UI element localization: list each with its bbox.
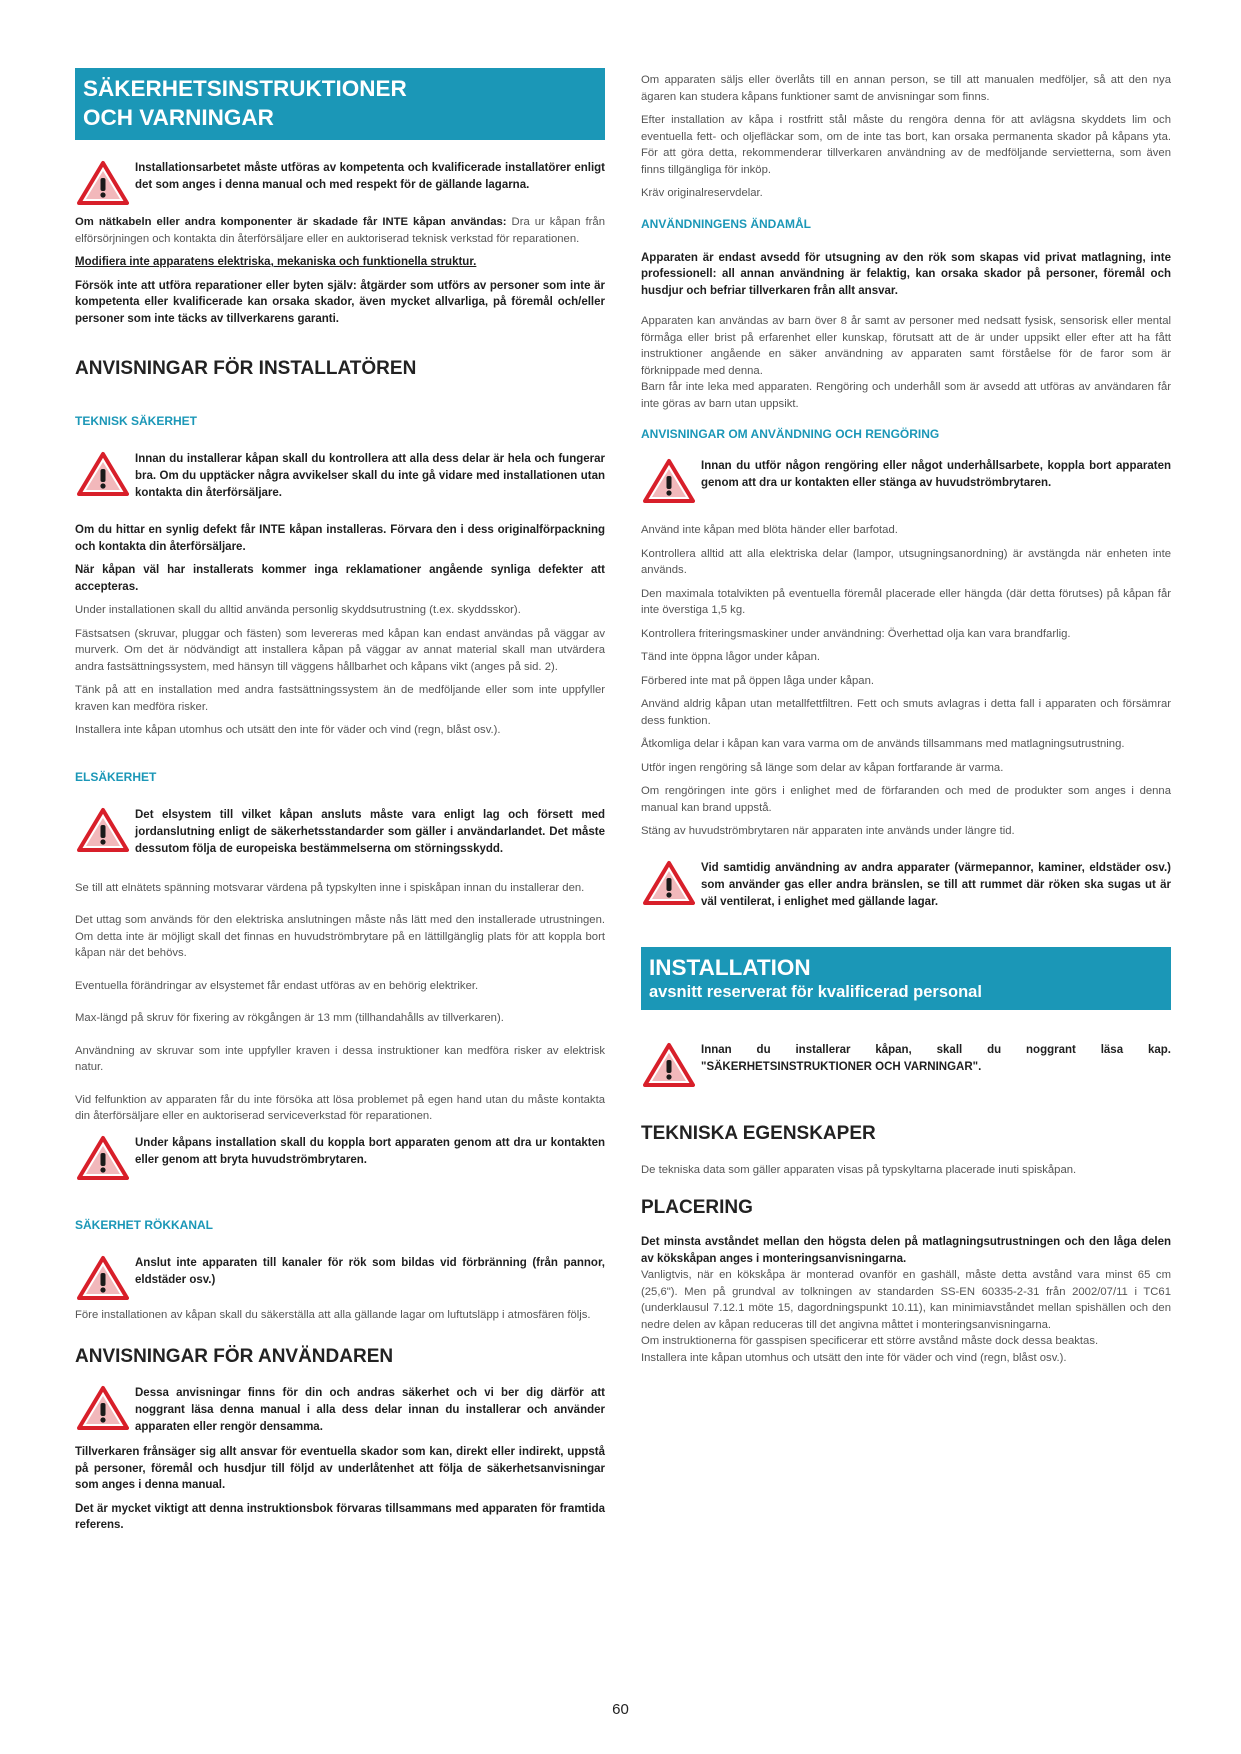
warning-triangle-icon (75, 807, 135, 853)
switchoff-paragraph: Stäng av huvudströmbrytaren när apparaten inte används under längre tid. (641, 825, 1015, 837)
warning-clean-text: Innan du utför någon rengöring eller något underhållsarbete, koppla bort apparaten genom att dra ur kontakten eller stänga av huvudströmbrytaren. (701, 460, 1171, 489)
warning-disconnect (75, 1135, 605, 1181)
children2-paragraph: Barn får inte leka med apparaten. Rengöring och underhåll som är avsedd att utföras av användaren får inte göras av barn utan uppsikt. (641, 381, 1171, 410)
screw-paragraph: Max-längd på skruv för fixering av rökgången är 13 mm (tillhandahålls av tillverkaren). (75, 1012, 504, 1024)
fire-paragraph: Om rengöringen inte görs i enlighet med de förfaranden och med de produkter som anges i denna manual kan brand uppstå. (641, 785, 1171, 814)
noclean-paragraph: Utför ingen rengöring så länge som delar av kåpan fortfarande är varma. (641, 761, 1004, 774)
filters-paragraph: Använd aldrig kåpan utan metallfettfiltren. Fett och smuts avlagras i detta fall i apparaten och försämrar dess funktion. (641, 698, 1171, 727)
wet-paragraph: Använd inte kåpan med blöta händer eller barfotad. (641, 524, 898, 536)
warning-install-text: Installationsarbetet måste utföras av kompetenta och kvalificerade installatörer enligt det som anges i denna manual och med respekt för de gällande lagarna. (135, 162, 605, 191)
flames-paragraph: Tänd inte öppna lågor under kåpan. (641, 651, 821, 663)
min-dist-paragraph: Det minsta avståndet mellan den högsta delen på matlagningsutrustningen och den låga delen av kökskåpan anges i monteringsanvisningarna. (641, 1236, 1171, 1265)
cable-rest: Dra ur kåpan från elförsörjningen och kontakta din återförsäljare eller en auktoriserad teknisk verkstad för reparationen. (75, 216, 605, 245)
malfunction-paragraph: Vid felfunktion av apparaten får du inte försöka att lösa problemet på egen hand utan du måste kontakta din återförsäljare eller en auktoriserad serviceverkstad för reparationen. (75, 1093, 605, 1122)
warning-user-text: Dessa anvisningar finns för din och andras säkerhet och vi ber dig därför att noggrant läsa denna manual i alla dess delar innan du installerar och använder apparaten eller rengör densamma. (135, 1387, 605, 1433)
tech-heading: TEKNISKA EGENSKAPER (641, 1122, 876, 1144)
warning-triangle-icon (641, 458, 701, 504)
warning-el (75, 807, 605, 858)
liability-paragraph: Tillverkaren frånsäger sig allt ansvar för eventuella skador som kan, direkt eller indirekt, uppstå på personer, föremål och husdjur till följd av underlåtenhet att följa de säkerhetsanvisningar som anges i denna manual. (75, 1446, 605, 1491)
installed-paragraph: När kåpan väl har installerats kommer inga reklamationer angående synliga defekter att accepteras. (75, 564, 605, 593)
defect-paragraph: Om du hittar en synlig defekt får INTE kåpan installeras. Förvara den i dess originalförpackning och kontakta din återförsäljare. (75, 524, 605, 553)
other-fix-paragraph: Tänk på att en installation med andra fastsättningssystem än de medföljande eller som inte uppfyller kraven kan medföra risker. (75, 684, 605, 713)
children-paragraph: Apparaten kan användas av barn över 8 år samt av personer med nedsatt fysisk, sensorisk eller mental förmåga eller brist på erfarenhet eller kunskap, förutsatt att de är under uppsikt eller efter att ha fått instruktioner angående en säker användning av apparaten samt förståelse för de faror som är förknippade med denna. (641, 315, 1171, 377)
warning-triangle-icon (75, 451, 135, 497)
cable-paragraph (75, 214, 605, 247)
spare-paragraph: Kräv originalreservdelar. (641, 187, 763, 199)
warning-triangle-icon (641, 1042, 701, 1088)
tech-paragraph: De tekniska data som gäller apparaten visas på typskyltarna placerade inuti spiskåpan. (641, 1163, 1077, 1176)
teknisk-heading: TEKNISK SÄKERHET (75, 414, 198, 428)
warning-check (75, 451, 605, 502)
flue-heading: SÄKERHET RÖKKANAL (75, 1217, 213, 1232)
repair-paragraph: Försök inte att utföra reparationer eller byten själv: åtgärder som utförs av personer som inte är kompetenta eller kvalificerade kan orsaka skador, även mycket allvarliga, på föremål och/eller personer som inte täcks av tillverkarens garanti. (75, 279, 605, 325)
installation-banner-title: INSTALLATION (649, 954, 811, 980)
voltage-paragraph: Se till att elnätets spänning motsvarar värdena på typskylten inne i spiskåpan innan du installerar den. (75, 881, 585, 894)
user-heading: ANVISNINGAR FÖR ANVÄNDAREN (75, 1346, 394, 1367)
outdoor-paragraph: Installera inte kåpan utomhus och utsätt den inte för väder och vind (regn, blåst osv.). (75, 724, 501, 736)
warning-read (641, 1042, 1171, 1088)
use-clean-heading: ANVISNINGAR OM ANVÄNDNING OCH RENGÖRING (641, 427, 940, 441)
flue-paragraph: Före installationen av kåpan skall du säkerställa att alla gällande lagar om luftutsläpp i atmosfären följs. (75, 1308, 591, 1321)
keep-paragraph: Det är mycket viktigt att denna instruktionsbok förvaras tillsammans med apparaten för framtida referens. (75, 1502, 605, 1531)
safety-banner-title-2: OCH VARNINGAR (83, 105, 274, 130)
warning-install (75, 160, 605, 206)
warning-user (75, 1385, 605, 1436)
modify-paragraph: Modifiera inte apparatens elektriska, mekaniska och funktionella struktur. (75, 256, 477, 268)
outdoor2-paragraph: Installera inte kåpan utomhus och utsätt den inte för väder och vind (regn, blåst osv.). (641, 1351, 1067, 1364)
warning-triangle-icon (75, 1255, 135, 1301)
gas-instr-paragraph: Om instruktionerna för gasspisen specificerar ett större avstånd måste dock dessa beaktas. (641, 1335, 1099, 1347)
weight-paragraph: Den maximala totalvikten på eventuella föremål placerade eller hängda (där detta förutses) på kåpan får inte överstiga 1,5 kg. (641, 587, 1171, 616)
warning-flue-text: Anslut inte apparaten till kanaler för rök som bildas vid förbränning (från pannor, eldstäder osv.) (135, 1256, 605, 1286)
steel-paragraph: Efter installation av kåpa i rostfritt stål måste du rengöra denna för att avlägsna skyddets lim och eventuella fett- och oljefläckar som, om de inte tas bort, kan orsaka permanenta skador på kåpans yta. För att göra detta, rekommenderar tillverkaren användning av de medföljande servietterna, som även finns tillgängliga för inköp. (641, 114, 1171, 176)
warning-read-text: Innan du installerar kåpan, skall du noggrant läsa kap. "SÄKERHETSINSTRUKTIONER OCH VARNINGAR". (701, 1043, 1171, 1073)
placing-heading: PLACERING (641, 1197, 753, 1218)
safety-banner-title-1: SÄKERHETSINSTRUKTIONER (83, 76, 407, 101)
warning-el-text: Det elsystem till vilket kåpan ansluts måste vara enligt lag och försett med jordanslutning enligt de säkerhetsstandarder som gäller i användarlandet. Det måste dessutom följa de europeiska bestämmelserna om störningsskydd. (135, 808, 605, 855)
right-column (641, 68, 1171, 1373)
warning-triangle-icon (75, 1385, 135, 1431)
ppe-paragraph: Under installationen skall du alltid använda personlig skyddsutrustning (t.ex. skyddsskor). (75, 604, 521, 616)
warning-gas-text: Vid samtidig användning av andra apparater (värmepannor, kaminer, eldstäder osv.) som använder gas eller andra bränslen, se till att rummet där röken ska sugas ut är väl ventilerat, i enlighet med gällande lagar. (701, 861, 1171, 908)
purpose-heading: ANVÄNDNINGENS ÄNDAMÅL (641, 216, 811, 231)
installation-banner-subtitle: avsnitt reserverat för kvalificerad personal (649, 982, 982, 1001)
warning-triangle-icon (75, 1135, 135, 1181)
warning-disconnect-text: Under kåpans installation skall du koppla bort apparaten genom att dra ur kontakten eller genom att bryta huvudströmbrytaren. (135, 1136, 605, 1166)
warning-clean (641, 458, 1171, 504)
outlet-paragraph: Det uttag som används för den elektriska anslutningen måste nås lätt med den installerade utrustningen. Om detta inte är möjligt skall det finnas en huvudströmbrytare på en lättillgänglig plats för att koppla bort kåpan när det behövs. (75, 914, 605, 959)
purpose-paragraph: Apparaten är endast avsedd för utsugning av den rök som skapas vid privat matlagning, inte professionell: all annan användning är felaktig, kan orsaka skador på personer, föremål och husdjur och befriar tillverkaren från allt ansvar. (641, 251, 1171, 297)
installation-banner (641, 947, 1171, 1010)
warning-flue (75, 1255, 605, 1301)
left-column (75, 68, 605, 1541)
safety-banner (75, 68, 605, 140)
page-number: 60 (612, 1701, 629, 1718)
warning-gas (641, 860, 1171, 911)
el-heading: ELSÄKERHET (75, 769, 157, 784)
normally-paragraph: Vanligtvis, när en kökskåpa är monterad ovanför en gashäll, måste detta avstånd vara minst 65 cm (25,6"). Men på grundval av tolkningen av standarden SS-EN 60335-2-31 från 2002/07/11 i TC61 (underklausul 7.12.1 möte 15, dagordningspunkt 10.11), kan minimiavståndet mellan spishällen och den nedre delen av kåpan reduceras till det angivna måttet i monteringsanvisningarna. (641, 1269, 1171, 1331)
hot-paragraph: Åtkomliga delar i kåpan kan vara varma om de används tillsammans med matlagningsutrustning. (641, 738, 1125, 750)
sold-paragraph: Om apparaten säljs eller överlåts till en annan person, se till att manualen medföljer, så att den nya ägaren kan studera kåpans funktioner samt de anvisningar som finns. (641, 74, 1171, 103)
fixing-paragraph: Fästsatsen (skruvar, pluggar och fästen) som levereras med kåpan kan endast användas på väggar av murverk. Om det är nödvändigt att installera kåpan på väggar av annat material skall man utvärdera andra fastsättningssystem, med hänsyn till väggens hållbarhet och kåpans vikt (anges på sid. 2). (75, 627, 605, 673)
lamps-paragraph: Kontrollera alltid att alla elektriska delar (lampor, utsugningsanordning) är avstängda när enheten inte används. (641, 547, 1171, 576)
changes-paragraph: Eventuella förändringar av elsystemet får endast utföras av en behörig elektriker. (75, 979, 479, 992)
warning-check-text: Innan du installerar kåpan skall du kontrollera att alla dess delar är hela och fungerar bra. Om du upptäcker några avvikelser skall du inte gå vidare med installationen utan kontakta din återförsäljare. (135, 453, 605, 499)
fryer-paragraph: Kontrollera friteringsmaskiner under användning: Överhettad olja kan vara brandfarlig. (641, 627, 1071, 640)
cable-bold: Om nätkabeln eller andra komponenter är skadade får INTE kåpan användas: (75, 216, 507, 228)
screws2-paragraph: Användning av skruvar som inte uppfyller kraven i dessa instruktioner kan medföra risker av elektrisk natur. (75, 1044, 605, 1073)
warning-triangle-icon (75, 160, 135, 206)
installer-heading: ANVISNINGAR FÖR INSTALLATÖREN (75, 358, 417, 379)
openflame-paragraph: Förbered inte mat på öppen låga under kåpan. (641, 674, 875, 687)
warning-triangle-icon (641, 860, 701, 906)
